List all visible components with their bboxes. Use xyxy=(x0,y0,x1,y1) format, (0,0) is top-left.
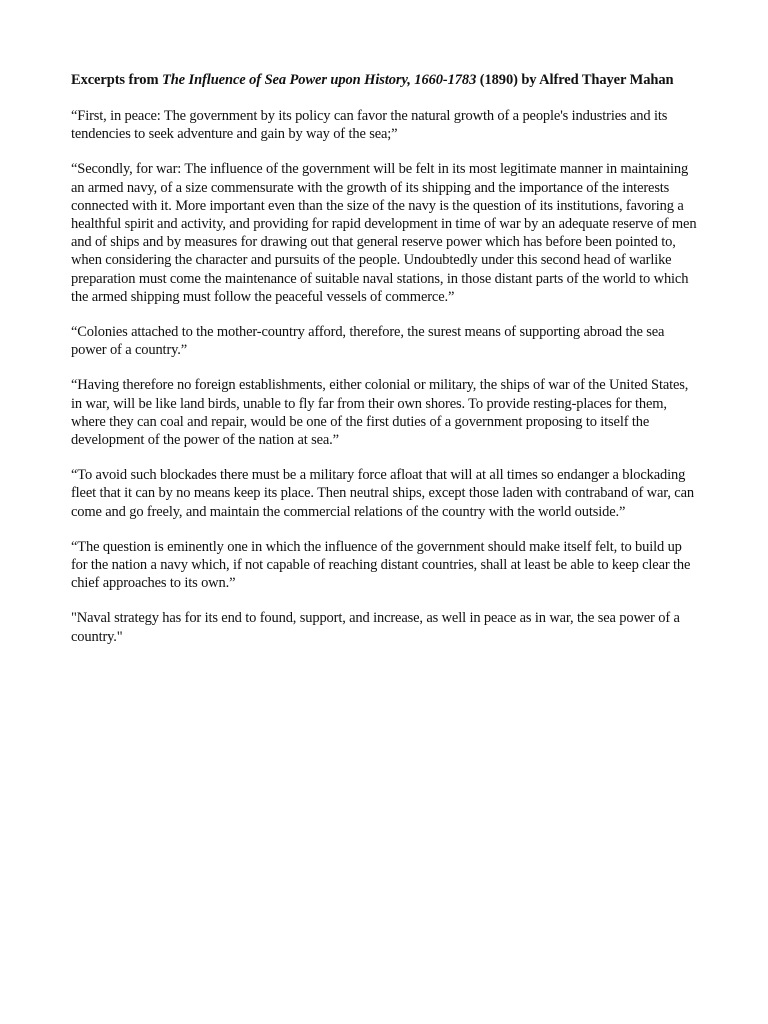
quote-paragraph-2: “Secondly, for war: The influence of the government will be felt in its most legitimate manner in maintaining an armed navy, of a size commensurate with the growth of its shipping and the importance of the interests connected with it. More important even than the size of the navy is the question of its institutions, favoring a healthful spirit and activity, and providing for rapid development in time of war by an adequate reserve of men and of ships and by measures for drawing out that general reserve power which has before been pointed to, when considering the character and pursuits of the people. Undoubtedly under this second head of warlike preparation must come the maintenance of suitable naval stations, in those distant parts of the world to which the armed shipping must follow the peaceful vessels of commerce.” xyxy=(71,161,697,305)
title-prefix: Excerpts from xyxy=(71,72,162,88)
quote-paragraph-1: “First, in peace: The government by its policy can favor the natural growth of a people's industries and its tendencies to seek adventure and gain by way of the sea;” xyxy=(71,108,668,143)
quote-paragraph-6: “The question is eminently one in which the influence of the government should make itself felt, to build up for the nation a navy which, if not capable of reaching distant countries, shall at least be able to keep clear the chief approaches to its own.” xyxy=(71,538,691,592)
title-book: The Influence of Sea Power upon History, 1660-1783 xyxy=(161,72,477,88)
quote-paragraph-7: "Naval strategy has for its end to found, support, and increase, as well in peace as in war, the sea power of a country." xyxy=(71,610,680,645)
title-suffix: (1890) by Alfred Thayer Mahan xyxy=(476,72,674,88)
quote-paragraph-5: “To avoid such blockades there must be a military force afloat that will at all times so endanger a blockading fleet that it can by no means keep its place. Then neutral ships, except those laden with contraband of war, can come and go freely, and maintain the commercial relations of the country with the world outside.” xyxy=(71,467,694,520)
document-page xyxy=(71,71,699,663)
quote-paragraph-3: “Colonies attached to the mother-country afford, therefore, the surest means of supporting abroad the sea power of a country.” xyxy=(71,324,665,359)
quote-paragraph-4: “Having therefore no foreign establishments, either colonial or military, the ships of war of the United States, in war, will be like land birds, unable to fly far from their own shores. To provide resting-places for them, where they can coal and repair, would be one of the first duties of a government proposing to itself the development of the power of the nation at sea.” xyxy=(71,377,689,449)
document-title xyxy=(71,71,699,90)
